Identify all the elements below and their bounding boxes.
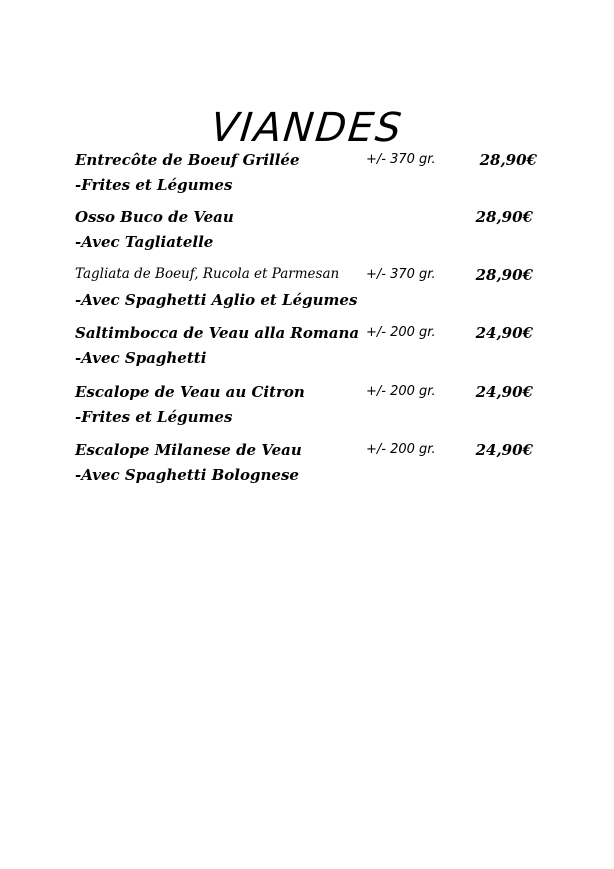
dish-weight: +/- 370 gr. [366,152,436,167]
menu-item [75,266,545,318]
dish-price: 24,90€ [475,383,533,401]
dish-side: -Avec Spaghetti Bolognese [75,466,299,484]
dish-price: 24,90€ [475,441,533,459]
menu-item [75,441,545,493]
dish-side: -Avec Tagliatelle [75,233,214,251]
dish-side: -Avec Spaghetti [75,349,207,367]
dish-weight: +/- 200 gr. [366,384,436,399]
dish-name: Entrecôte de Boeuf Grillée [75,151,300,169]
dish-price: 28,90€ [475,266,533,284]
menu-item [75,324,545,376]
menu-item [75,151,545,203]
dish-price: 28,90€ [475,208,533,226]
page-title: VIANDES [208,104,406,151]
dish-name: Saltimbocca de Veau alla Romana [75,324,360,342]
dish-side: -Avec Spaghetti Aglio et Légumes [75,291,358,309]
dish-weight: +/- 200 gr. [366,325,436,340]
dish-price: 24,90€ [475,324,533,342]
dish-name: Escalope de Veau au Citron [75,383,305,401]
dish-weight: +/- 200 gr. [366,442,436,457]
dish-name: Escalope Milanese de Veau [75,441,302,459]
dish-side: -Frites et Légumes [75,176,233,194]
dish-weight: +/- 370 gr. [366,267,436,282]
dish-side: -Frites et Légumes [75,408,233,426]
menu-item [75,208,545,260]
dish-price: 28,90€ [479,151,537,169]
dish-name: Osso Buco de Veau [75,208,234,226]
menu-item [75,383,545,435]
dish-name: Tagliata de Boeuf, Rucola et Parmesan [75,266,340,282]
